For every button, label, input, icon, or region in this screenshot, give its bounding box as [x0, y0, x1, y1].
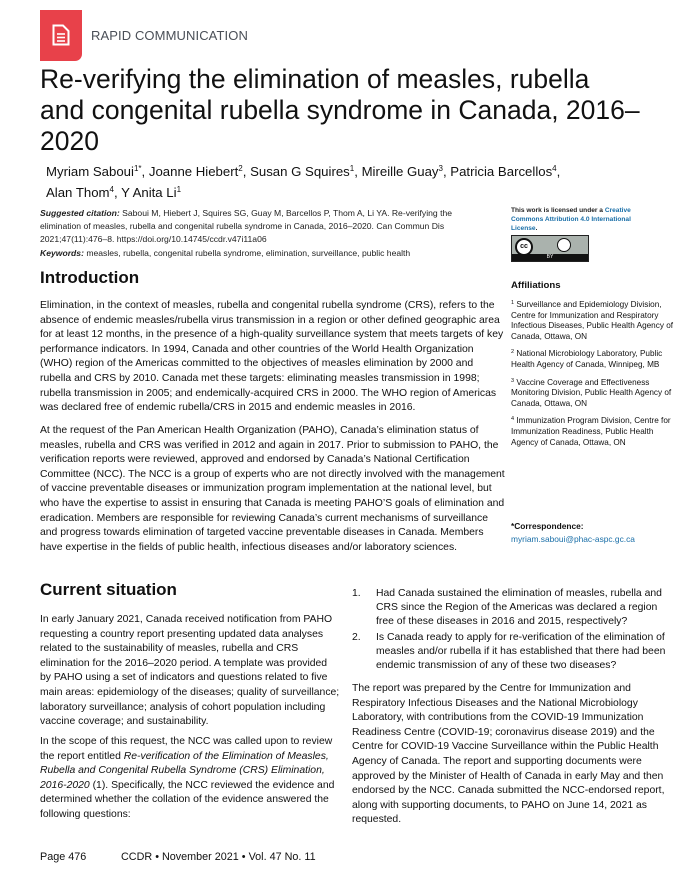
- author: Joanne Hiebert: [148, 164, 239, 179]
- affiliation-item: $^4$ Immunization Program Division, Centre for Immunization Readiness, Public Health Agency of Canada, Ottawa, ON: [511, 416, 671, 447]
- affiliation-item: $^2$ National Microbiology Laboratory, Public Health Agency of Canada, Winnipeg, MB: [511, 349, 663, 369]
- introduction-paragraph: At the request of the Pan American Health Organization (PAHO), Canada’s elimination status of measles, rubella and CRS was verified in 2012 and again in 2017. Prior to submission to PAHO, the verification reports were reviewed, approved and endorsed by Canada’s National Certification Committee (NCC). The NCC is a group of experts who are not directly involved with the management of vaccine preventable diseases or immunization program implementation at the national level, but who have the expertise to assist in ensuring that Canada is meeting PAHO’S goals of elimination and eradication. Members are responsible for reviewing Canada’s current mechanisms of surveillance and progress towards elimination of targeted vaccine preventable diseases in Canada. Members have expertise in the fields of public health, infectious diseases and/or laboratory sciences.: [40, 425, 505, 553]
- question-item: 1. Had Canada sustained the elimination of measles, rubella and CRS since the Region of the Americas was declared a region free of these diseases in 2016 and 2015, respectively?: [352, 588, 662, 628]
- affiliation-item: $^3$ Vaccine Coverage and Effectiveness Monitoring Division, Public Health Agency of Canada, Ottawa, ON: [511, 377, 672, 408]
- article-title: Re-verifying the elimination of measles, rubella and congenital rubella syndrome in Canada, 2016–2020: [40, 64, 640, 156]
- by-label: BY: [512, 254, 588, 261]
- author: Patricia Barcellos: [450, 164, 553, 179]
- correspondence-email-link[interactable]: myriam.saboui@phac-aspc.gc.ca: [511, 534, 635, 544]
- current-situation-paragraph: The report was prepared by the Centre for Immunization and Respiratory Infectious Diseases and the National Microbiology Laboratory, with contributions from the COVID-19 Immunization Readiness Centre (COVID-19; coronavirus disease 2019) and the Centre for COVID-19 Vaccine Surveillance within the Public Health Agency of Canada. The report and supporting documents were approved by the Minister of Health of Canada in early May and then endorsed by the NCC. Canada submitted the NCC-endorsed report, along with supporting documents, to PAHO on June 14, 2021 as requested.: [352, 683, 665, 826]
- current-situation-heading: Current situation: [40, 580, 177, 599]
- license-notice: This work is licensed under a Creative Commons Attribution 4.0 International License.: [511, 207, 631, 233]
- citation-label: Suggested citation:: [40, 208, 120, 218]
- author: Y Anita Li: [121, 185, 177, 200]
- question-item: 2. Is Canada ready to apply for re-verification of the elimination of measles and/or rubella if it has established that there had been endemic transmission of any of these two diseases?: [352, 631, 666, 672]
- keywords-label: Keywords:: [40, 247, 84, 258]
- current-situation-paragraph: In the scope of this request, the NCC was called upon to review the report entitled Re-verification of the Elimination of Measles, Rubella and Congenital Rubella Syndrome (CRS) Elimination, 2016-2020 (1). Specifically, the NCC reviewed the evidence and determined whether the collation of the evidence answered the following questions:: [40, 736, 335, 820]
- cc-icon: cc: [515, 238, 533, 256]
- author: Mireille Guay: [361, 164, 439, 179]
- introduction-paragraph: Elimination, in the context of measles, rubella and congenital rubella syndrome (CRS), refers to the absence of endemic measles/rubella virus transmission in a region or other defined geographic area for at least 12 months, in the presence of a high-quality surveillance system that meets targets of key performance indicators. In 1994, Canada and other countries of the World Health Organization (WHO) region of the Americas committed to the objectives of measles elimination by 2000 and rubella and CRS by 2010. Canada met these targets: eliminating measles transmission in 1998; rubella transmission in 2005; and endemically-acquired CRS in 2000. The WHO region of Americas was declared free of endemic rubella/CRS in 2015 and endemic measles in 2016.: [40, 300, 504, 414]
- affiliations-list: [511, 298, 681, 453]
- report-title: Re-verification of the Elimination of Measles, Rubella and Congenital Rubella Syndrome (CRS) Elimination, 2016-2020: [40, 750, 329, 791]
- affiliation-item: $^1$ Surveillance and Epidemiology Division, Centre for Immunization and Respiratory Infectious Diseases, Public Health Agency of Canada, Ottawa, ON: [511, 300, 674, 341]
- license-link[interactable]: Creative Commons Attribution 4.0 International License: [511, 207, 631, 233]
- rapid-communication-badge: [40, 10, 82, 61]
- author-list: Myriam Saboui$^{1*}$, Joanne Hiebert$^2$, Susan G Squires$^1$, Mireille Guay$^3$, Patricia Barcellos$^4$, Alan Thom$^4$, Y Anita Li$^1$: [46, 164, 561, 200]
- attribution-person-icon: [557, 238, 571, 252]
- author: Alan Thom: [46, 185, 110, 200]
- citation-block: [40, 207, 495, 260]
- cc-by-badge[interactable]: [511, 235, 589, 262]
- journal-info: CCDR • November 2021 • Vol. 47 No. 11: [121, 851, 316, 863]
- current-situation-paragraph: In early January 2021, Canada received notification from PAHO requesting a country report presenting updated data analyses related to the sustainability of measles, rubella and CRS elimination for the 2016–2020 period. A template was provided by PAHO using a set of indicators and questions related to five main areas: epidemiology of the diseases; quality of surveillance; laboratory surveillance; analysis of cohort population including vaccine coverage; and sustainability.: [40, 614, 340, 728]
- affiliations-heading: Affiliations: [511, 280, 561, 291]
- questions-list: [352, 587, 674, 674]
- section-label: RAPID COMMUNICATION: [91, 28, 248, 43]
- citation-text: Saboui M, Hiebert J, Squires SG, Guay M, Barcellos P, Thom A, Li YA. Re-verifying the elimination of measles, rubella and congenital rubella syndrome in Canada, 2016–2020. Can Commun Dis 2021;47(11):476–8. https://doi.org/10.14745/ccdr.v47i11a06: [40, 208, 453, 245]
- author: Susan G Squires: [250, 164, 350, 179]
- author: Myriam Saboui: [46, 164, 134, 179]
- keywords-text: measles, rubella, congenital rubella syndrome, elimination, surveillance, public health: [86, 247, 411, 258]
- introduction-heading: Introduction: [40, 268, 140, 287]
- page-number: Page 476: [40, 851, 87, 863]
- correspondence-heading: *Correspondence:: [511, 521, 584, 531]
- document-icon: [52, 24, 70, 46]
